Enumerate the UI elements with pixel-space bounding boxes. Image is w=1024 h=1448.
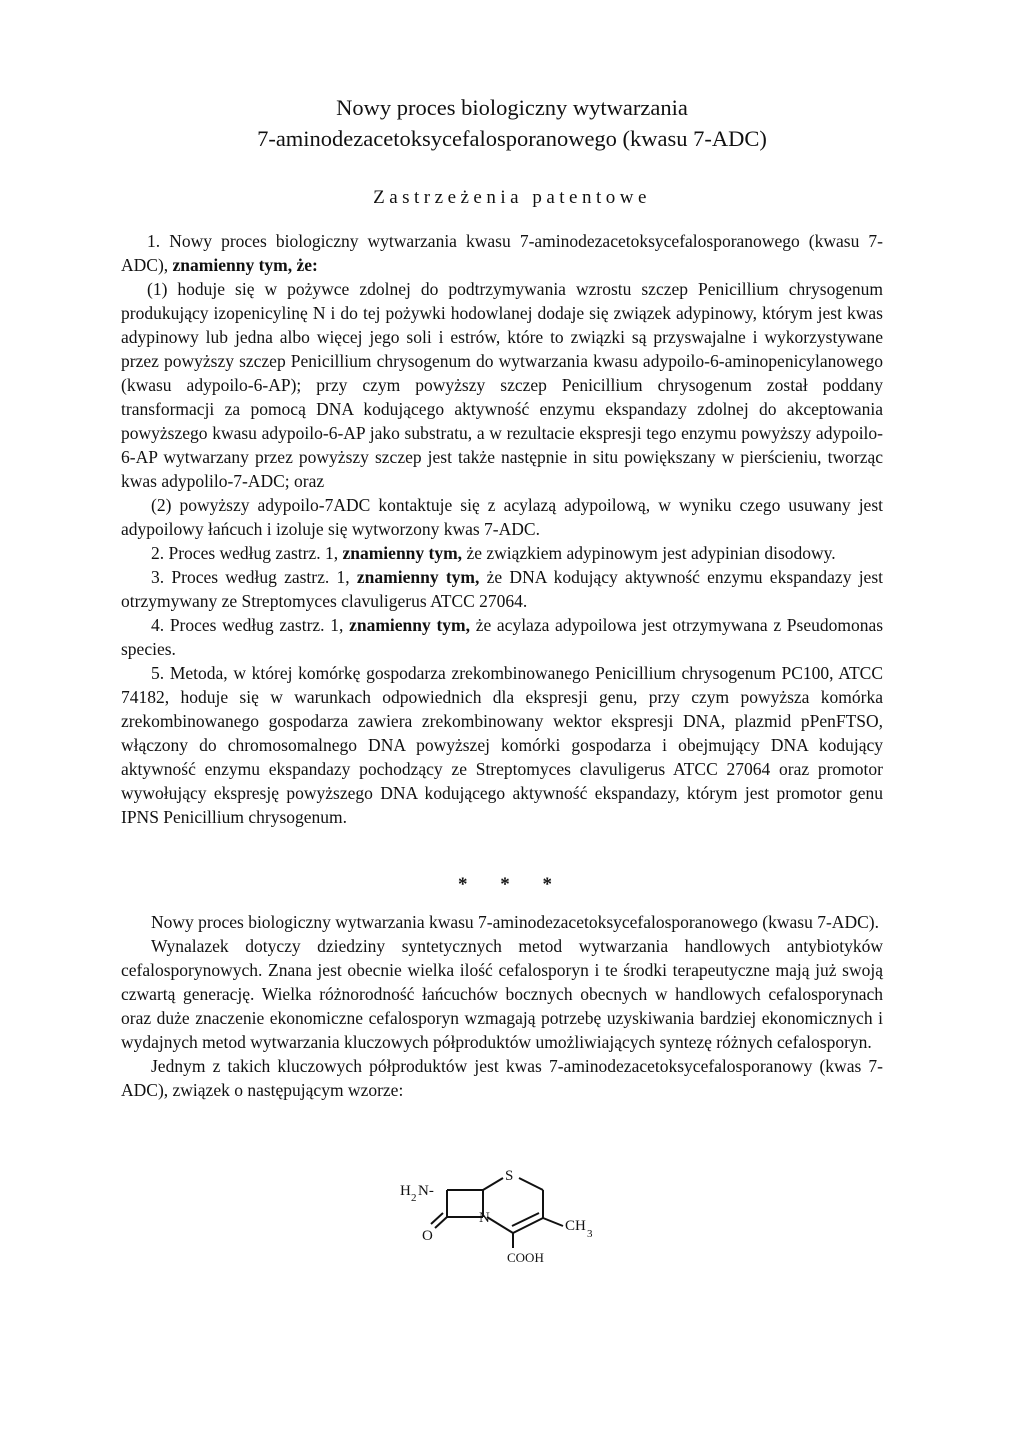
claim-1-step-1: (1) hoduje się w pożywce zdolnej do podtrzymywania wzrostu szczep Penicillium chrysogenum produkujący izopenicylinę N i do tej pożywki hodowlanej dodaje się związek adypinowy, którym jest kwas adypinowy lub jedna albo więcej jego soli i estrów, które to związki są przyswajalne i wykorzystywane przez powyższy szczep Penicillium chrysogenum do wytwarzania kwasu adypoilo-6-aminopenicylanowego (kwasu adypoilo-6-AP); przy czym powyższy szczep Penicillium chrysogenum został poddany transformacji za pomocą DNA kodującego aktywność enzymu ekspandazy zdolnej do akceptowania powyższego kwasu adypoilo-6-AP jako substratu, a w rezultacie ekspresji tego enzymu powyższy adypoilo-6-AP wytwarzany przez powyższy szczep jest także następnie in situ powiększany w pierścieniu, tworząc kwas adypolilo-7-ADC; oraz (121, 279, 883, 491)
claims-section (121, 229, 883, 829)
bond-ring-1 (483, 1178, 503, 1190)
section-heading: Zastrzeżenia patentowe (373, 187, 651, 208)
claim-1-number: 1. (147, 231, 161, 251)
claim-4-text: 4. Proces według zastrz. 1, (151, 615, 344, 635)
formula-amine-n: N- (418, 1183, 434, 1199)
claim-3-text: 3. Proces według zastrz. 1, (151, 567, 350, 587)
claim-3-characterizing: znamienny tym, (356, 567, 480, 587)
formula-methyl: CH (565, 1218, 586, 1234)
formula-nitrogen: N (479, 1210, 490, 1226)
bond-ring-5 (487, 1217, 513, 1233)
claim-4 (121, 613, 883, 661)
claim-5: 5. Metoda, w której komórkę gospodarza zrekombinowanego Penicillium chrysogenum PC100, ATCC 74182, hoduje się w warunkach odpowiednich dla ekspresji genu, przy czym powyższa komórka zrekombinowanego gospodarza zawiera zrekombinowany wektor ekspresji DNA, plazmid pPenFTSO, włączony do chromosomalnego DNA powyższej komórki gospodarza i obejmujący DNA kodujący aktywność enzymu ekspandazy pochodzący ze Streptomyces clavuligerus ATCC 27064 oraz promotor wywołujący ekspresję powyższego DNA kodującego aktywność ekspandazy, którym jest promotor genu IPNS Penicillium chrysogenum. (121, 663, 883, 827)
bond-ring-4 (513, 1218, 543, 1233)
bond-ring-2 (519, 1178, 543, 1190)
formula-oxygen: O (422, 1228, 433, 1244)
claim-1-step-2: (2) powyższy adypoilo-7ADC kontaktuje się z acylazą adypoilową, w wyniku czego usuwany jest adypoilowy łańcuch i izoluje się wytworzony kwas 7-ADC. (121, 495, 883, 539)
formula-carboxyl: COOH (507, 1250, 544, 1265)
document-title-line-1: Nowy proces biologiczny wytwarzania (336, 95, 688, 120)
claim-2-text-cont: że związkiem adypinowym jest adypinian disodowy. (466, 543, 836, 563)
formula-methyl-subscript: 3 (587, 1228, 593, 1240)
claim-1-characterizing: znamienny tym, (172, 255, 293, 275)
bond-ring-4-double (512, 1213, 539, 1226)
claim-2 (121, 541, 883, 565)
chemical-structure-formula (395, 1160, 625, 1275)
claim-2-text: 2. Proces według zastrz. 1, (151, 543, 339, 563)
formula-sulfur: S (505, 1168, 514, 1184)
claim-1 (121, 229, 883, 277)
claim-2-characterizing: znamienny tym, (342, 543, 463, 563)
formula-amine-subscript: 2 (411, 1192, 417, 1204)
section-separator: * * * (458, 874, 566, 895)
description-section (121, 910, 883, 1102)
claim-1-colon: że: (296, 255, 318, 275)
description-paragraph-field: Wynalazek dotyczy dziedziny syntetycznych metod wytwarzania handlowych antybiotyków cefalosporynowych. Znana jest obecnie wielka ilość cefalosporyn i te środki terapeutyczne mają już swoją czwartą generację. Wielka różnorodność łańcuchów bocznych obecnych w handlowych cefalosporynach oraz duże znaczenie ekonomiczne cefalosporyn wzmagają potrzebę uzyskiwania bardziej ekonomicznych i wydajnych metod wytwarzania kluczowych półproduktów umożliwiających syntezę różnych cefalosporyn. (121, 936, 883, 1052)
description-paragraph-intermediate: Jednym z takich kluczowych półproduktów jest kwas 7-aminodezacetoksycefalosporanowy (kwas 7-ADC), związek o następującym wzorze: (121, 1056, 883, 1100)
claim-1-text: Nowy proces biologiczny wytwarzania kwasu 7-aminodezacetoksycefalosporanowego (kwasu 7-ADC), (121, 231, 884, 275)
claim-3-text-cont: że DNA kodujący aktywność enzymu ekspandazy jest otrzymywany ze Streptomyces clavuligerus ATCC 27064. (121, 567, 884, 611)
description-title-paragraph: Nowy proces biologiczny wytwarzania kwasu 7-aminodezacetoksycefalosporanowego (kwasu 7-ADC). (151, 912, 879, 932)
document-title-line-2: 7-aminodezacetoksycefalosporanowego (kwasu 7-ADC) (257, 126, 767, 151)
claim-4-characterizing: znamienny tym, (349, 615, 470, 635)
formula-amine-h: H (400, 1183, 411, 1199)
claim-4-text-cont: że acylaza adypoilowa jest otrzymywana z Pseudomonas species. (121, 615, 884, 659)
bond-methyl (543, 1218, 563, 1226)
claim-3 (121, 565, 883, 613)
